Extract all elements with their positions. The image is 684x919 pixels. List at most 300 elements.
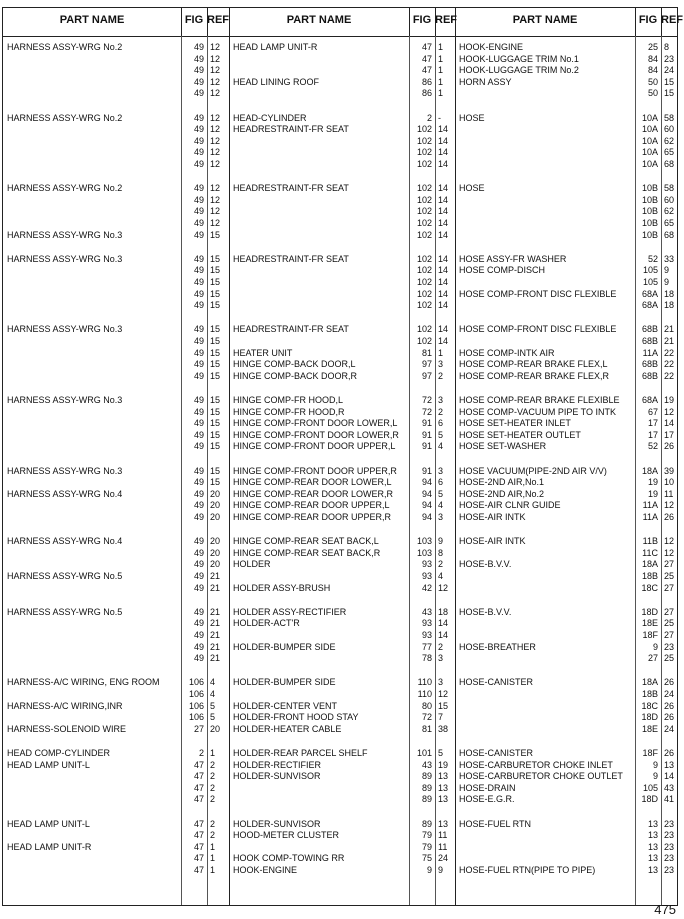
ref-cell: 14: [438, 300, 449, 311]
ref-cell: 20: [210, 559, 221, 570]
table-row: [455, 783, 679, 794]
part-name-cell: HOSE SET-HEATER OUTLET: [459, 429, 581, 440]
table-row: [455, 206, 679, 217]
part-name-cell: HARNESS ASSY-WRG No.2: [7, 112, 123, 123]
table-row: [3, 195, 229, 206]
table-row: [229, 371, 455, 382]
ref-cell: 2: [210, 794, 216, 805]
fig-cell: 102: [416, 265, 432, 276]
part-name-cell: HEATER UNIT: [233, 347, 293, 358]
fig-cell: 93: [421, 571, 432, 581]
table-row: [229, 466, 455, 477]
table-row: [455, 348, 679, 359]
fig-cell: 106: [188, 689, 204, 699]
fig-cell: 49: [193, 500, 204, 511]
fig-cell: 93: [421, 618, 432, 629]
fig-cell: 18E: [641, 618, 658, 629]
table-row: [455, 618, 679, 629]
fig-cell: 97: [421, 370, 432, 381]
fig-cell: 89: [421, 782, 432, 793]
table-row: [3, 500, 229, 511]
table-row: [455, 712, 679, 723]
fig-cell: 10B: [641, 229, 658, 240]
part-name-cell: HOOK-LUGGAGE TRIM No.1: [459, 53, 579, 64]
fig-cell: 49: [193, 253, 204, 264]
ref-cell: -: [438, 112, 441, 123]
ref-cell: 3: [438, 677, 444, 688]
fig-cell: 68A: [641, 300, 658, 311]
fig-cell: 49: [193, 653, 204, 664]
ref-cell: 12: [664, 500, 675, 511]
fig-cell: 103: [416, 547, 432, 558]
fig-cell: 68B: [641, 359, 658, 370]
table-row: [3, 418, 229, 429]
fig-cell: 84: [647, 53, 658, 64]
ref-cell: 26: [664, 700, 675, 711]
table-row: [229, 701, 455, 712]
fig-cell: 18B: [641, 571, 658, 581]
ref-cell: 3: [438, 653, 444, 664]
header-ref: REF: [661, 14, 683, 26]
part-name-cell: HOSE: [459, 183, 485, 194]
ref-cell: 12: [210, 183, 221, 194]
fig-cell: 18A: [641, 677, 658, 688]
fig-cell: 102: [416, 194, 432, 205]
ref-cell: 5: [438, 488, 444, 499]
fig-cell: 9: [426, 865, 432, 875]
fig-cell: 49: [193, 277, 204, 287]
table-row: [455, 218, 679, 229]
fig-cell: 49: [193, 65, 204, 76]
ref-cell: 25: [664, 653, 675, 664]
fig-cell: 13: [647, 830, 658, 841]
ref-cell: 8: [664, 42, 670, 52]
header-fig: FIG: [638, 14, 658, 26]
table-row: [229, 418, 455, 429]
table-row: [3, 771, 229, 782]
ref-cell: 4: [438, 571, 444, 581]
table-row: [229, 218, 455, 229]
fig-cell: 77: [421, 641, 432, 652]
ref-cell: 15: [210, 395, 221, 405]
fig-cell: 102: [416, 218, 432, 228]
ref-cell: 68: [664, 229, 675, 240]
fig-cell: 18D: [641, 606, 658, 617]
table-row: [3, 289, 229, 300]
table-row: [229, 559, 455, 570]
ref-cell: 10: [664, 477, 675, 488]
header-part-name: PART NAME: [512, 14, 578, 26]
table-row: [3, 760, 229, 771]
ref-cell: 3: [438, 465, 444, 476]
fig-cell: 101: [416, 748, 432, 758]
table-row: [455, 230, 679, 241]
ref-cell: 12: [210, 159, 221, 169]
fig-cell: 49: [193, 112, 204, 123]
table-row: [3, 865, 229, 876]
fig-cell: 97: [421, 359, 432, 370]
ref-cell: 14: [438, 135, 449, 146]
part-name-cell: HOSE COMP-REAR BRAKE FLEX,L: [459, 359, 608, 370]
table-row: [455, 536, 679, 547]
ref-cell: 2: [210, 782, 216, 793]
ref-cell: 27: [664, 559, 675, 570]
ref-cell: 5: [210, 712, 216, 723]
fig-cell: 89: [421, 771, 432, 782]
ref-cell: 21: [210, 582, 221, 593]
part-name-cell: HOSE COMP-REAR BRAKE FLEX,R: [459, 370, 610, 381]
table-row: [229, 536, 455, 547]
fig-cell: 49: [193, 324, 204, 335]
table-row: [3, 324, 229, 335]
ref-cell: 12: [210, 112, 221, 123]
ref-cell: 1: [210, 841, 216, 852]
fig-cell: 18C: [641, 582, 658, 593]
part-name-cell: HOSE COMP-FRONT DISC FLEXIBLE: [459, 324, 617, 335]
fig-cell: 9: [652, 771, 658, 782]
table-row: [3, 218, 229, 229]
table-row: [455, 571, 679, 582]
fig-cell: 49: [193, 418, 204, 429]
fig-cell: 49: [193, 183, 204, 194]
ref-cell: 14: [438, 124, 449, 135]
ref-cell: 23: [664, 830, 675, 841]
part-name-cell: HOOK COMP-TOWING RR: [233, 853, 345, 864]
fig-cell: 68A: [641, 395, 658, 405]
ref-cell: 22: [664, 359, 675, 370]
table-row: [229, 783, 455, 794]
fig-cell: 49: [193, 618, 204, 629]
table-row: [229, 289, 455, 300]
table-row: [229, 336, 455, 347]
fig-cell: 110: [417, 689, 432, 699]
table-row: [3, 853, 229, 864]
ref-cell: 6: [438, 418, 444, 429]
ref-cell: 23: [664, 865, 675, 875]
table-row: [455, 512, 679, 523]
table-row: [455, 265, 679, 276]
table-row: [3, 536, 229, 547]
fig-cell: 110: [417, 677, 432, 688]
table-row: [455, 548, 679, 559]
ref-cell: 21: [210, 606, 221, 617]
fig-cell: 17: [647, 429, 658, 440]
table-row: [455, 853, 679, 864]
ref-cell: 15: [210, 253, 221, 264]
fig-cell: 43: [421, 759, 432, 770]
ref-cell: 15: [210, 370, 221, 381]
fig-cell: 105: [642, 277, 658, 287]
page-number: 475: [654, 902, 676, 917]
table-row: [3, 607, 229, 618]
ref-cell: 18: [438, 606, 449, 617]
table-row: [3, 441, 229, 452]
fig-cell: 18C: [641, 700, 658, 711]
part-name-cell: HOSE-CARBURETOR CHOKE OUTLET: [459, 771, 623, 782]
ref-cell: 12: [210, 194, 221, 205]
table-row: [3, 701, 229, 712]
table-row: [3, 359, 229, 370]
table-row: [229, 77, 455, 88]
part-name-cell: HINGE COMP-BACK DOOR,R: [233, 370, 358, 381]
fig-cell: 91: [421, 429, 432, 440]
ref-cell: 8: [438, 547, 444, 558]
part-name-cell: HOSE-DRAIN: [459, 782, 516, 793]
part-name-cell: HEADRESTRAINT-FR SEAT: [233, 183, 349, 194]
fig-cell: 17: [647, 418, 658, 429]
ref-cell: 20: [210, 547, 221, 558]
table-row: [229, 113, 455, 124]
table-row: [3, 407, 229, 418]
ref-cell: 25: [664, 571, 675, 581]
ref-cell: 14: [438, 253, 449, 264]
ref-cell: 12: [210, 88, 221, 99]
table-row: [3, 583, 229, 594]
ref-cell: 3: [438, 395, 444, 405]
fig-cell: 49: [193, 630, 204, 640]
part-name-cell: HARNESS-A/C WIRING,INR: [7, 700, 123, 711]
fig-cell: 47: [193, 818, 204, 829]
fig-cell: 89: [421, 818, 432, 829]
table-row: [3, 206, 229, 217]
part-name-cell: HEAD-CYLINDER: [233, 112, 307, 123]
table-row: [455, 748, 679, 759]
ref-cell: 27: [664, 630, 675, 640]
ref-cell: 18: [664, 288, 675, 299]
ref-cell: 12: [664, 536, 675, 547]
ref-cell: 12: [210, 53, 221, 64]
ref-cell: 12: [210, 42, 221, 52]
part-name-cell: HOLDER ASSY-RECTIFIER: [233, 606, 347, 617]
fig-cell: 13: [647, 865, 658, 875]
table-row: [3, 819, 229, 830]
table-row: [455, 418, 679, 429]
table-row: [455, 395, 679, 406]
ref-cell: 15: [210, 477, 221, 488]
fig-cell: 49: [193, 135, 204, 146]
ref-cell: 26: [664, 677, 675, 688]
table-row: [229, 147, 455, 158]
fig-cell: 49: [193, 265, 204, 276]
table-row: [455, 159, 679, 170]
fig-cell: 102: [416, 229, 432, 240]
table-row: [229, 760, 455, 771]
part-name-cell: HINGE COMP-FRONT DOOR UPPER,L: [233, 441, 396, 452]
fig-cell: 49: [193, 42, 204, 52]
ref-cell: 25: [664, 618, 675, 629]
fig-cell: 27: [193, 723, 204, 734]
ref-cell: 3: [438, 512, 444, 522]
table-row: [229, 183, 455, 194]
fig-cell: 79: [421, 830, 432, 841]
fig-cell: 49: [193, 582, 204, 593]
ref-cell: 14: [438, 288, 449, 299]
table-row: [455, 441, 679, 452]
fig-cell: 81: [421, 347, 432, 358]
fig-cell: 72: [421, 406, 432, 417]
ref-cell: 9: [438, 865, 444, 875]
part-name-cell: HOSE COMP-INTK AIR: [459, 347, 555, 358]
fig-cell: 49: [193, 206, 204, 217]
fig-cell: 49: [193, 370, 204, 381]
part-name-cell: HEAD LAMP UNIT-R: [233, 42, 318, 52]
fig-cell: 10B: [641, 206, 658, 217]
table-row: [229, 607, 455, 618]
ref-cell: 14: [438, 229, 449, 240]
ref-cell: 2: [438, 370, 444, 381]
fig-cell: 67: [647, 406, 658, 417]
fig-cell: 91: [421, 441, 432, 452]
ref-cell: 13: [438, 818, 449, 829]
ref-cell: 12: [210, 65, 221, 76]
table-row: [229, 65, 455, 76]
ref-cell: 15: [664, 76, 675, 87]
part-name-cell: HOSE SET-HEATER INLET: [459, 418, 571, 429]
fig-cell: 10A: [641, 112, 658, 123]
part-name-cell: HOSE COMP-FRONT DISC FLEXIBLE: [459, 288, 617, 299]
table-row: [455, 760, 679, 771]
fig-cell: 49: [193, 300, 204, 311]
header-ref: REF: [435, 14, 457, 26]
table-row: [455, 183, 679, 194]
table-row: [455, 771, 679, 782]
ref-cell: 14: [438, 218, 449, 228]
part-name-cell: HARNESS ASSY-WRG No.5: [7, 606, 123, 617]
ref-cell: 14: [438, 194, 449, 205]
ref-cell: 14: [438, 277, 449, 287]
fig-cell: 27: [647, 653, 658, 664]
ref-cell: 22: [664, 370, 675, 381]
table-row: [455, 653, 679, 664]
part-name-cell: HOOK-ENGINE: [233, 865, 298, 875]
table-row: [455, 407, 679, 418]
table-row: [455, 701, 679, 712]
table-row: [229, 54, 455, 65]
ref-cell: 65: [664, 147, 675, 158]
fig-cell: 2: [198, 748, 204, 758]
ref-cell: 14: [438, 147, 449, 158]
table-row: [229, 395, 455, 406]
part-name-cell: HOSE VACUUM(PIPE-2ND AIR V/V): [459, 465, 607, 476]
part-name-cell: HOOD-METER CLUSTER: [233, 830, 340, 841]
ref-cell: 1: [438, 347, 444, 358]
table-row: [455, 642, 679, 653]
fig-cell: 10B: [641, 218, 658, 228]
fig-cell: 84: [647, 65, 658, 76]
ref-cell: 15: [438, 700, 449, 711]
fig-cell: 9: [652, 641, 658, 652]
part-name-cell: HOSE-CANISTER: [459, 677, 534, 688]
table-row: [229, 819, 455, 830]
ref-cell: 2: [210, 818, 216, 829]
part-name-cell: HOSE-E.G.R.: [459, 794, 515, 805]
fig-cell: 47: [193, 830, 204, 841]
table-row: [229, 324, 455, 335]
table-row: [3, 183, 229, 194]
table-row: [3, 548, 229, 559]
ref-cell: 21: [210, 571, 221, 581]
ref-cell: 21: [210, 641, 221, 652]
header-rule: [3, 36, 677, 37]
table-row: [455, 359, 679, 370]
fig-cell: 49: [193, 147, 204, 158]
table-row: [455, 794, 679, 805]
table-row: [229, 689, 455, 700]
fig-cell: 86: [421, 76, 432, 87]
part-name-cell: HINGE COMP-FRONT DOOR LOWER,L: [233, 418, 398, 429]
table-row: [3, 618, 229, 629]
fig-cell: 102: [416, 135, 432, 146]
table-row: [455, 277, 679, 288]
fig-cell: 102: [416, 124, 432, 135]
table-row: [3, 489, 229, 500]
fig-cell: 11C: [642, 547, 658, 558]
table-row: [455, 677, 679, 688]
table-row: [229, 230, 455, 241]
table-row: [455, 842, 679, 853]
part-name-cell: HOLDER-RECTIFIER: [233, 759, 322, 770]
table-row: [455, 113, 679, 124]
fig-cell: 18D: [641, 712, 658, 723]
ref-cell: 33: [664, 253, 675, 264]
part-name-cell: HOSE-B.V.V.: [459, 606, 512, 617]
part-name-cell: HOSE COMP-DISCH: [459, 265, 546, 276]
fig-cell: 13: [647, 853, 658, 864]
table-row: [229, 500, 455, 511]
table-row: [3, 748, 229, 759]
ref-cell: 23: [664, 53, 675, 64]
part-name-cell: HOSE-CANISTER: [459, 748, 534, 758]
ref-cell: 21: [210, 630, 221, 640]
ref-cell: 62: [664, 206, 675, 217]
ref-cell: 15: [210, 277, 221, 287]
part-name-cell: HEAD LINING ROOF: [233, 76, 320, 87]
part-name-cell: HEAD LAMP UNIT-L: [7, 818, 90, 829]
fig-cell: 10B: [641, 183, 658, 194]
table-row: [455, 583, 679, 594]
part-name-cell: HOSE-AIR INTK: [459, 536, 526, 547]
ref-cell: 15: [210, 324, 221, 335]
part-name-cell: HINGE COMP-FRONT DOOR LOWER,R: [233, 429, 399, 440]
ref-cell: 19: [664, 395, 675, 405]
ref-cell: 60: [664, 194, 675, 205]
ref-cell: 4: [210, 677, 216, 688]
part-name-cell: HINGE COMP-REAR DOOR LOWER,R: [233, 488, 394, 499]
table-row: [455, 77, 679, 88]
ref-cell: 15: [210, 465, 221, 476]
table-row: [3, 300, 229, 311]
table-row: [3, 113, 229, 124]
table-row: [229, 771, 455, 782]
part-name-cell: HOSE-FUEL RTN(PIPE TO PIPE): [459, 865, 596, 875]
ref-cell: 19: [438, 759, 449, 770]
fig-cell: 93: [421, 559, 432, 570]
table-row: [229, 477, 455, 488]
part-name-cell: HINGE COMP-BACK DOOR,L: [233, 359, 356, 370]
ref-cell: 15: [210, 429, 221, 440]
ref-cell: 15: [210, 441, 221, 452]
part-name-cell: HINGE COMP-FR HOOD,L: [233, 395, 344, 405]
table-row: [455, 324, 679, 335]
fig-cell: 47: [193, 771, 204, 782]
table-row: [229, 265, 455, 276]
table-row: [455, 819, 679, 830]
ref-cell: 23: [664, 818, 675, 829]
ref-cell: 21: [664, 324, 675, 335]
table-row: [455, 371, 679, 382]
ref-cell: 14: [438, 265, 449, 276]
table-row: [3, 512, 229, 523]
